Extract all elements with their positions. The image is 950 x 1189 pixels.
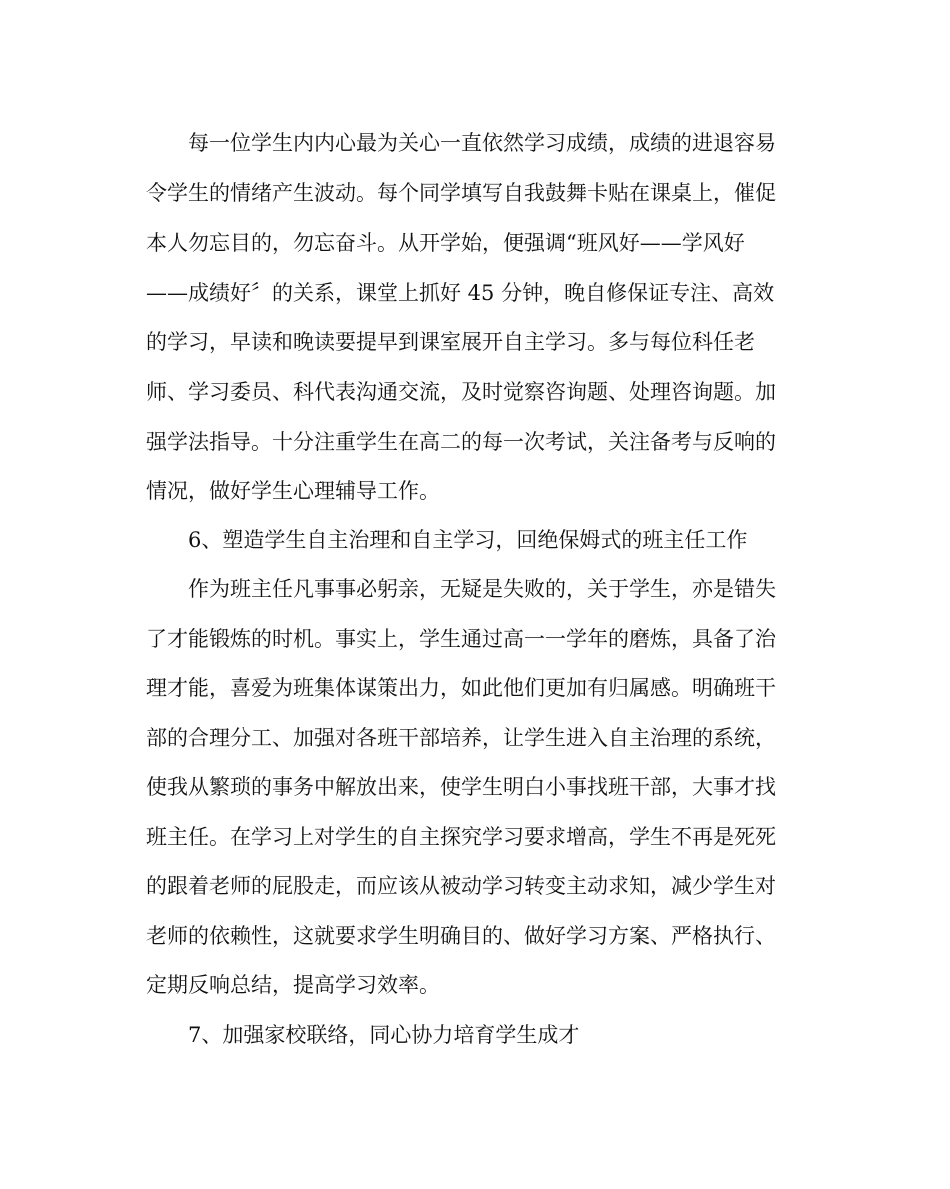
paragraph-2-line-8: 老师的依赖性，这就要求学生明确目的、做好学习方案、严格执行、 xyxy=(146,924,776,948)
paragraph-1-line-3: 本人勿忘目的，勿忘奋斗。从开学始，便强调“班风好——学风好 xyxy=(146,231,745,255)
paragraph-1-line-4: ——成绩好〞的关系，课堂上抓好 45 分钟，晚自修保证专注、高效 xyxy=(146,281,775,305)
paragraph-2-line-4: 部的合理分工、加强对各班干部培养，让学生进入自主治理的系统， xyxy=(146,726,776,750)
section-heading-6: 6、塑造学生自主治理和自主学习，回绝保姆式的班主任工作 xyxy=(188,528,748,552)
paragraph-1-line-2: 令学生的情绪产生波动。每个同学填写自我鼓舞卡贴在课桌上，催促 xyxy=(146,181,776,205)
paragraph-2-line-6: 班主任。在学习上对学生的自主探究学习要求增高，学生不再是死死 xyxy=(146,825,776,849)
paragraph-1-line-5: 的学习，早读和晚读要提早到课室展开自主学习。多与每位科任老 xyxy=(146,330,755,354)
paragraph-1-line-6: 师、学习委员、科代表沟通交流，及时觉察咨询题、处理咨询题。加 xyxy=(146,380,776,404)
paragraph-2-line-9: 定期反响总结，提高学习效率。 xyxy=(146,973,440,997)
paragraph-2-line-3: 理才能，喜爱为班集体谋策出力，如此他们更加有归属感。明确班干 xyxy=(146,676,776,700)
paragraph-1-line-1: 每一位学生内内心最为关心一直依然学习成绩，成绩的进退容易 xyxy=(188,131,776,155)
paragraph-2-line-5: 使我从繁琐的事务中解放出来，使学生明白小事找班干部，大事才找 xyxy=(146,775,776,799)
paragraph-2-line-7: 的跟着老师的屁股走，而应该从被动学习转变主动求知，减少学生对 xyxy=(146,874,776,898)
paragraph-2-line-1: 作为班主任凡事事必躬亲，无疑是失败的，关于学生，亦是错失 xyxy=(188,577,776,601)
paragraph-2-line-2: 了才能锻炼的时机。事实上，学生通过高一一学年的磨炼，具备了治 xyxy=(146,627,776,651)
paragraph-1-line-8: 情况，做好学生心理辅导工作。 xyxy=(146,479,440,503)
paragraph-1-line-7: 强学法指导。十分注重学生在高二的每一次考试，关注备考与反响的 xyxy=(146,430,776,454)
section-heading-7: 7、加强家校联络，同心协力培育学生成才 xyxy=(188,1023,580,1047)
